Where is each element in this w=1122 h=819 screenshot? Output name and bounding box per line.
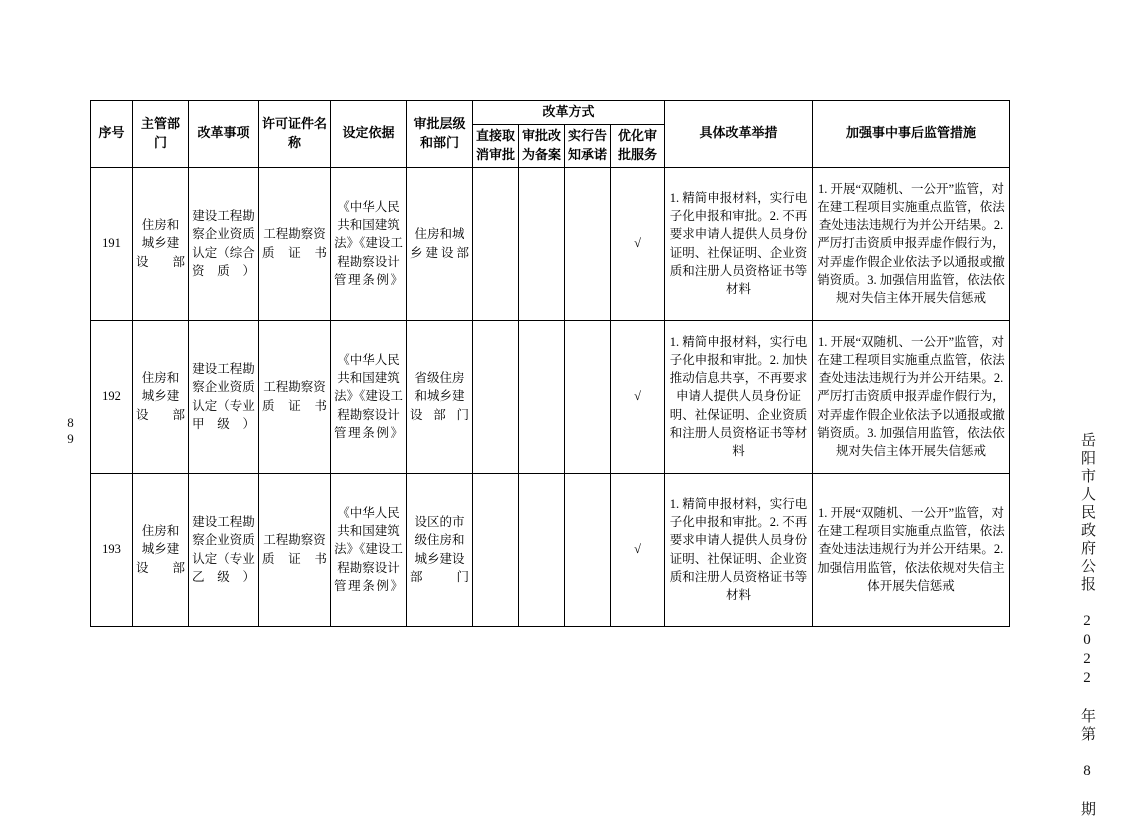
cell-promise [565,167,611,320]
cell-item: 建设工程勘察企业资质认定（专业甲级） [189,320,259,473]
col-header-level: 审批层级和部门 [407,101,473,168]
cell-optimize: √ [611,320,665,473]
col-header-record: 审批改为备案 [519,124,565,167]
cell-seq: 193 [91,473,133,626]
cell-item: 建设工程勘察企业资质认定（综合资质） [189,167,259,320]
col-header-cancel: 直接取消审批 [473,124,519,167]
cell-basis: 《中华人民共和国建筑法》《建设工程勘察设计管理条例》 [331,320,407,473]
cell-basis: 《中华人民共和国建筑法》《建设工程勘察设计管理条例》 [331,473,407,626]
col-header-reform-group: 改革方式 [473,101,665,125]
col-header-measure: 具体改革举措 [665,101,813,168]
cell-record [519,320,565,473]
cell-basis: 《中华人民共和国建筑法》《建设工程勘察设计管理条例》 [331,167,407,320]
cell-supervision: 1. 开展“双随机、一公开”监管，对在建工程项目实施重点监管，依法查处违法违规行为并公开结果。2. 严厉打击资质申报弄虚作假行为，对弄虚作假企业依法予以通报或撤销资质。3. 加强信用监管，依法依规对失信主体开展失信惩戒 [813,167,1010,320]
cell-record [519,473,565,626]
col-header-cert: 许可证件名称 [259,101,331,168]
cell-measure: 1. 精简申报材料，实行电子化申报和审批。2. 加快推动信息共享，不再要求申请人提供人员身份证明、社保证明、企业资质和注册人员资格证书等材料 [665,320,813,473]
table-row [91,473,1010,626]
cell-supervision: 1. 开展“双随机、一公开”监管，对在建工程项目实施重点监管，依法查处违法违规行为并公开结果。2. 加强信用监管，依法依规对失信主体开展失信惩戒 [813,473,1010,626]
reform-measures-table [90,100,1010,627]
cell-dept: 住房和城乡建设部 [133,473,189,626]
col-header-supervision: 加强事中事后监管措施 [813,101,1010,168]
cell-cert: 工程勘察资质证书 [259,473,331,626]
cell-level: 住房和城乡建设部 [407,167,473,320]
cell-record [519,167,565,320]
cell-cancel [473,473,519,626]
cell-cancel [473,167,519,320]
cell-cancel [473,320,519,473]
cell-dept: 住房和城乡建设部 [133,167,189,320]
col-header-promise: 实行告知承诺 [565,124,611,167]
col-header-dept: 主管部门 [133,101,189,168]
cell-measure: 1. 精简申报材料，实行电子化申报和审批。2. 不再要求申请人提供人员身份证明、社保证明、企业资质和注册人员资格证书等材料 [665,167,813,320]
table-header-row-1 [91,101,1010,125]
cell-supervision: 1. 开展“双随机、一公开”监管，对在建工程项目实施重点监管，依法查处违法违规行为并公开结果。2. 严厉打击资质申报弄虚作假行为，对弄虚作假企业依法予以通报或撤销资质。3. 加强信用监管，依法依规对失信主体开展失信惩戒 [813,320,1010,473]
publication-footer: 岳阳市人民政府公报 2022 年第 8 期 [1079,432,1095,819]
cell-seq: 192 [91,320,133,473]
col-header-optimize: 优化审批服务 [611,124,665,167]
col-header-item: 改革事项 [189,101,259,168]
cell-cert: 工程勘察资质证书 [259,167,331,320]
cell-dept: 住房和城乡建设部 [133,320,189,473]
table-row [91,167,1010,320]
cell-item: 建设工程勘察企业资质认定（专业乙级） [189,473,259,626]
cell-cert: 工程勘察资质证书 [259,320,331,473]
page-number: 89 [63,415,78,447]
cell-promise [565,320,611,473]
col-header-seq: 序号 [91,101,133,168]
cell-optimize: √ [611,473,665,626]
cell-level: 设区的市级住房和城乡建设部门 [407,473,473,626]
col-header-basis: 设定依据 [331,101,407,168]
table-body [91,167,1010,626]
cell-seq: 191 [91,167,133,320]
cell-level: 省级住房和城乡建设部门 [407,320,473,473]
cell-optimize: √ [611,167,665,320]
table-header [91,101,1010,168]
cell-measure: 1. 精简申报材料，实行电子化申报和审批。2. 不再要求申请人提供人员身份证明、社保证明、企业资质和注册人员资格证书等材料 [665,473,813,626]
cell-promise [565,473,611,626]
table-row [91,320,1010,473]
